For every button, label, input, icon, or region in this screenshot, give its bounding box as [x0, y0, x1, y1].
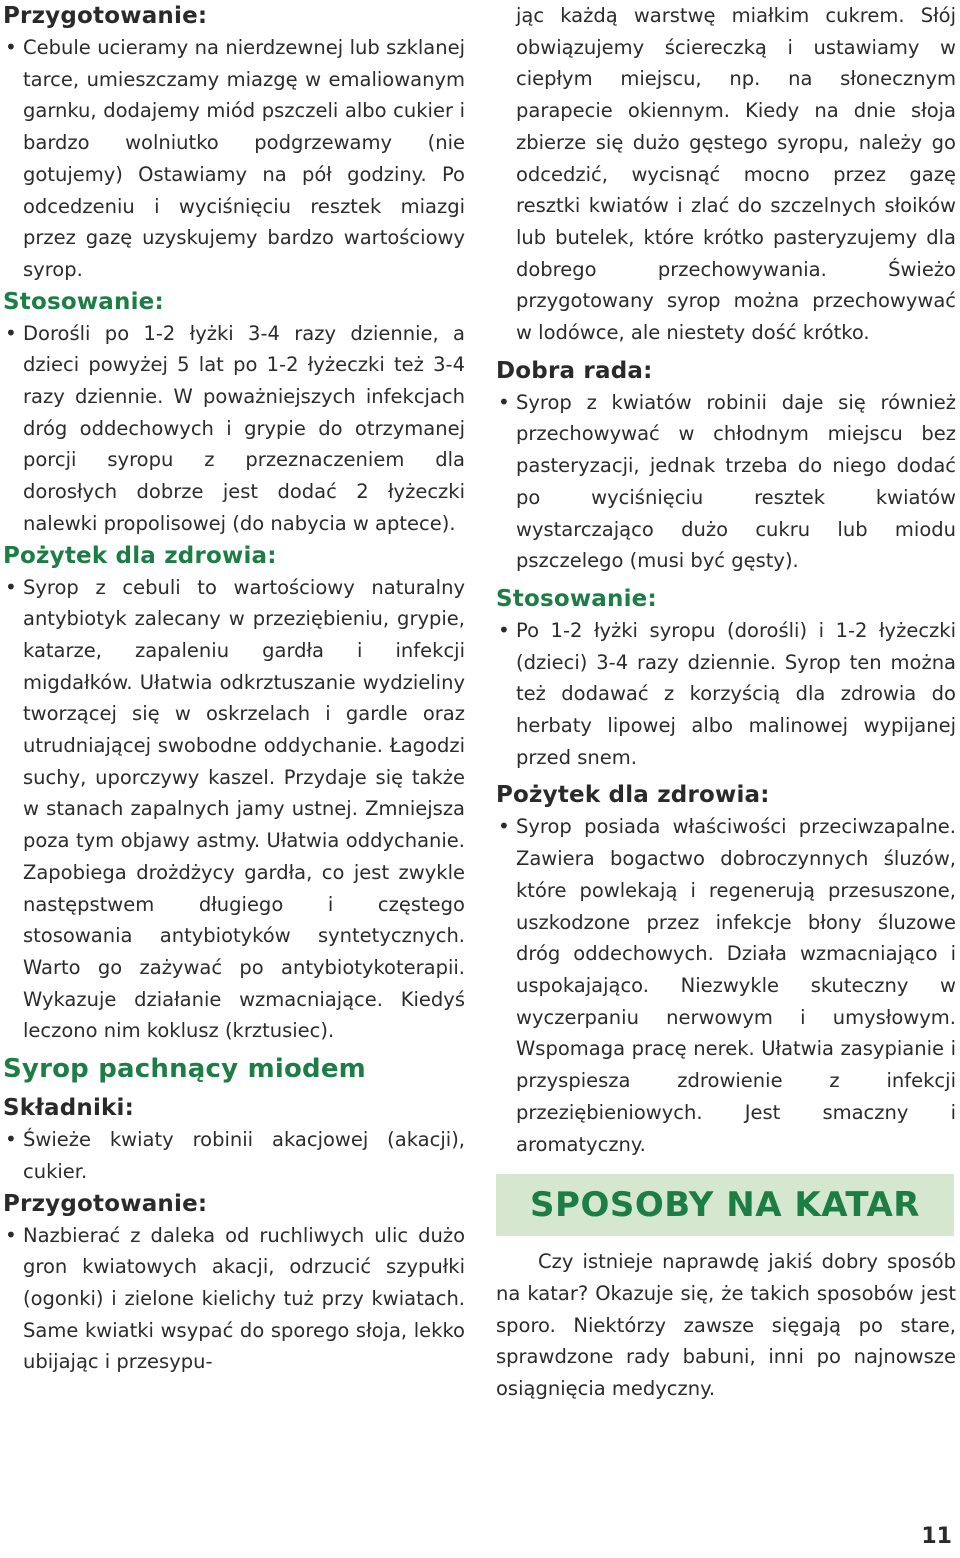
heading-preparation: Przygotowanie:: [3, 3, 208, 29]
recipe-title: Syrop pachnący miodem: [3, 1054, 366, 1085]
intro-text: Czy istnieje naprawdę jakiś dobry sposób na katar? Okazuje się, że takich sposobów jest sporo. Niektórzy zawsze sięgają po stare, sprawdzone rady babuni, inni po najnowsze osiągnięcia medyczny.: [496, 1250, 956, 1401]
heading-benefit-2: Pożytek dla zdrowia:: [496, 782, 770, 809]
right-column: [496, 0, 956, 1405]
usage-text: • Dorośli po 1-2 łyżki 3-4 razy dziennie, a dzieci powyżej 5 lat po 1-2 łyżeczki też 3-4 razy dziennie. W poważniejszych infekcjach dróg oddechowych i grypie do otrzymanej porcji syropu z przeznaczeniem dla dorosłych dobrze jest dodać 2 łyżeczki nalewki propolisowej (do nabycia w aptece).: [3, 318, 465, 540]
ingredients-text: • Świeże kwiaty robinii akacjowej (akacji), cukier.: [3, 1124, 465, 1187]
preparation-2-text: • Nazbierać z daleka od ruchliwych ulic dużo gron kwiatowych akacji, odrzucić szypułki (ogonki) i zielone kielichy tuż przy kwiatach. Same kwiatki wsypać do sporego słoja, lekko ubijając i przesypu-: [3, 1220, 465, 1379]
heading-usage-2: Stosowanie:: [496, 585, 657, 612]
section-banner: [496, 1174, 954, 1236]
heading-usage: Stosowanie:: [3, 288, 164, 315]
heading-benefit: Pożytek dla zdrowia:: [3, 542, 277, 569]
heading-tip: Dobra rada:: [496, 357, 653, 384]
usage-2-text: • Po 1-2 łyżki syropu (dorośli) i 1-2 łyżeczki (dzieci) 3-4 razy dziennie. Syrop ten można też dodawać z korzyścią dla zdrowia do herbaty lipowej albo malinowej wypijanej przed snem.: [496, 615, 956, 774]
heading-ingredients: Składniki:: [3, 1095, 135, 1122]
preparation-2-continued: jąc każdą warstwę miałkim cukrem. Słój obwiązujemy ściereczką i ustawiamy w ciepłym miejscu, np. na słonecznym parapecie okiennym. Kiedy na dnie słoja zbierze się dużo gęstego syropu, należy go odcedzić, wycisnąć mocno przez gazę resztki kwiatów i zlać do szczelnych słoików lub butelek, które krótko pasteryzujemy dla dobrego przechowywania. Świeżo przygotowany syrop można przechowywać w lodówce, ale niestety dość krótko.: [516, 4, 956, 345]
benefit-text: • Syrop z cebuli to wartościowy naturalny antybiotyk zalecany w przeziębieniu, grypie, katarze, zapaleniu gardła i infekcji migdałków. Ułatwia odkrztuszanie wydzieliny tworzącej się w oskrzelach i gardle oraz utrudniającej swobodne oddychanie. Łagodzi suchy, uporczywy kaszel. Przydaje się także w stanach zapalnych jamy ustnej. Zmniejsza poza tym objawy astmy. Ułatwia oddychanie. Zapobiega drożdżycy gardła, co jest zwykle następstwem długiego i częstego stosowania antybiotyków syntetycznych. Warto go zażywać po antybiotykoterapii. Wykazuje działanie wzmacniające. Kiedyś leczono nim koklusz (krztusiec).: [3, 572, 465, 1048]
page-number: 11: [921, 1524, 952, 1549]
tip-text: • Syrop z kwiatów robinii daje się również przechowywać w chłodnym miejscu bez pasteryzacji, jednak trzeba do niego dodać po wyciśnięciu resztek kwiatów wystarczająco dużo cukru lub miodu pszczelego (musi być gęsty).: [496, 387, 956, 577]
banner-title: SPOSOBY NA KATAR: [530, 1185, 920, 1226]
benefit-2-text: • Syrop posiada właściwości przeciwzapalne. Zawiera bogactwo dobroczynnych śluzów, które powlekają i regenerują przesuszone, uszkodzone przez infekcje błony śluzowe dróg oddechowych. Działa wzmacniająco i uspokajająco. Niezwykle skuteczny w wyczerpaniu nerwowym i umysłowym. Wspomaga pracę nerek. Ułatwia zasypianie i przyspiesza zdrowienie z infekcji przeziębieniowych. Jest smaczny i aromatyczny.: [496, 811, 956, 1160]
preparation-text: • Cebule ucieramy na nierdzewnej lub szklanej tarce, umieszczamy miazgę w emaliowanym garnku, dodajemy miód pszczeli albo cukier i bardzo wolniutko podgrzewamy (nie gotujemy) Ostawiamy na pół godziny. Po odcedzeniu i wyciśnięciu resztek miazgi przez gazę uzyskujemy bardzo wartościowy syrop.: [3, 32, 465, 286]
heading-preparation-2: Przygotowanie:: [3, 1190, 208, 1217]
left-column: [3, 0, 465, 1378]
